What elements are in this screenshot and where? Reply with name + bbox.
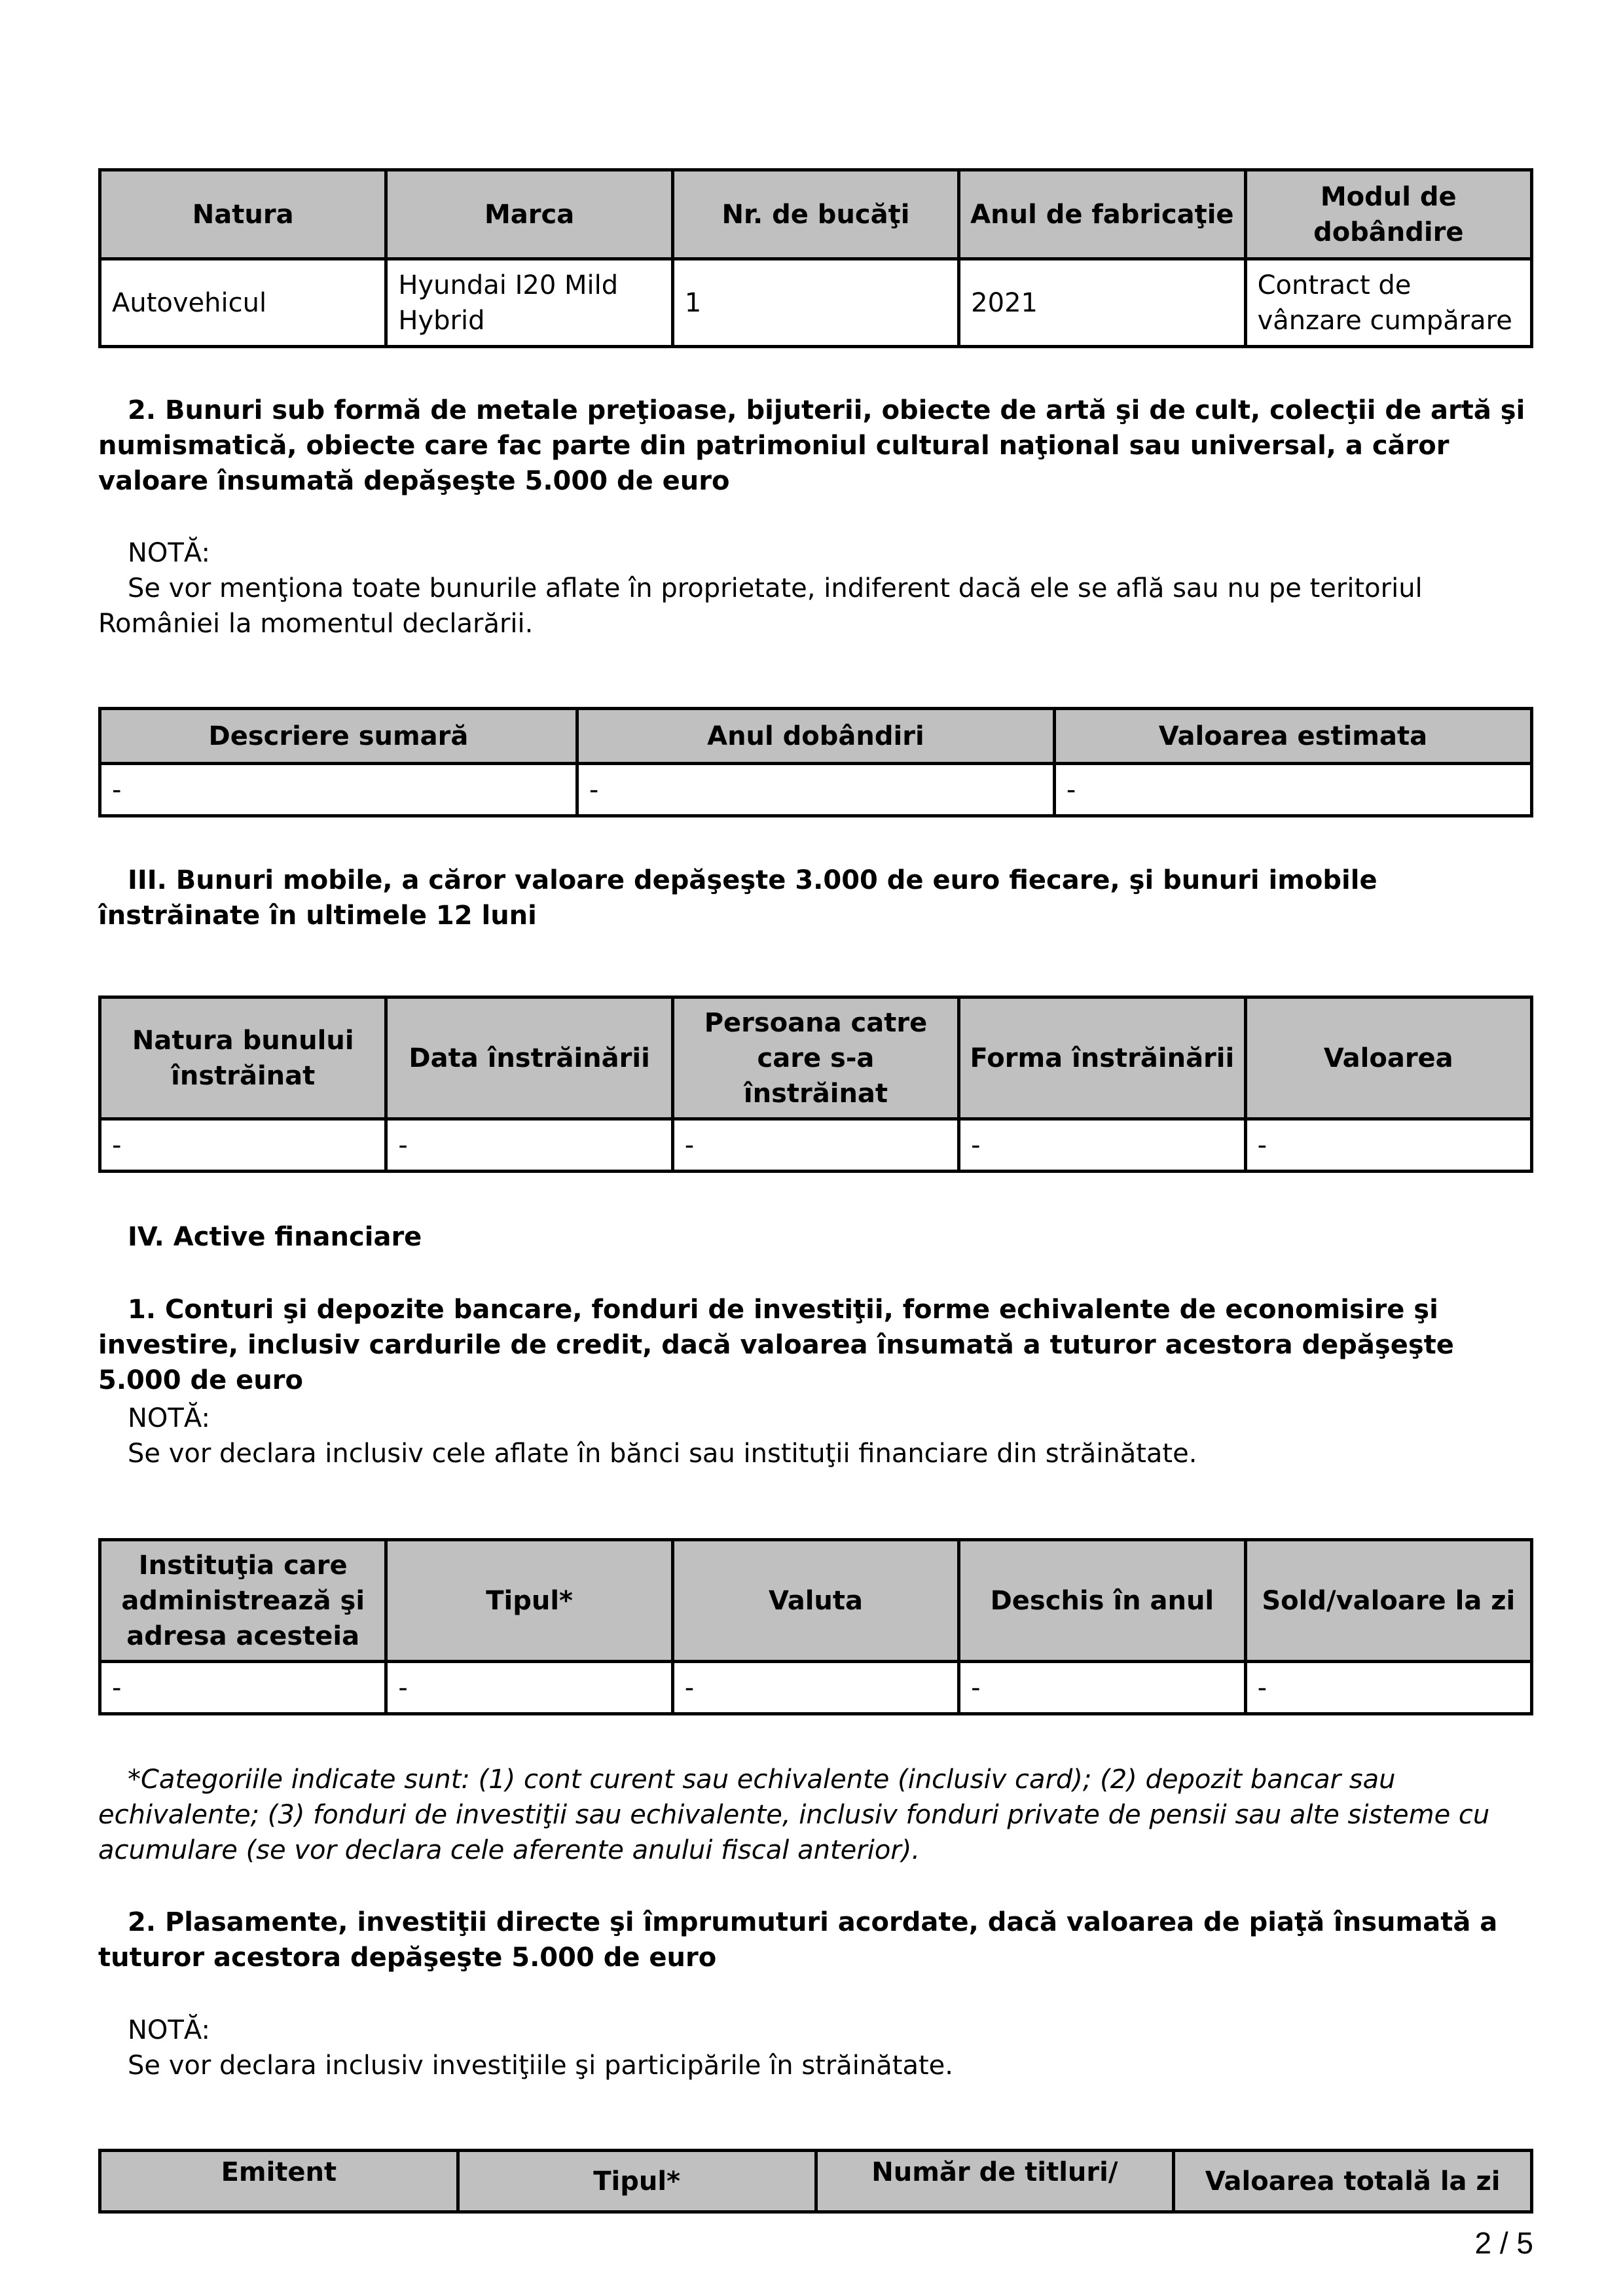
table-header-row bbox=[100, 2151, 1532, 2212]
col-header: Tipul* bbox=[386, 1540, 672, 1662]
note-label: NOTĂ: bbox=[128, 2015, 210, 2045]
table-header-row bbox=[100, 997, 1532, 1119]
col-header: Emitent bbox=[100, 2151, 458, 2212]
note-label: NOTĂ: bbox=[128, 1403, 210, 1433]
table-cell: - bbox=[1245, 1119, 1531, 1172]
col-header: Natura bbox=[100, 170, 386, 259]
col-header: Valoarea bbox=[1245, 997, 1531, 1119]
section-2-note bbox=[98, 535, 1533, 641]
col-header: Sold/valoare la zi bbox=[1245, 1540, 1531, 1662]
col-header: Număr de titluri/ bbox=[816, 2151, 1174, 2212]
section-4-title: IV. Active financiare bbox=[128, 1222, 422, 1252]
col-header: Valoarea totală la zi bbox=[1174, 2151, 1532, 2212]
section-2-title: 2. Bunuri sub formă de metale preţioase, bijuterii, obiecte de artă şi de cult, colecţii de artă şi numismatică, obiecte care fac parte din patrimoniul cultural naţional sau universal, a căror valoare însumată depăşeşte 5.000 de euro bbox=[98, 395, 1525, 496]
col-header: Tipul* bbox=[458, 2151, 816, 2212]
table-cell: - bbox=[386, 1119, 672, 1172]
table-cell: - bbox=[1054, 764, 1531, 816]
section-4-1-title: 1. Conturi şi depozite bancare, fonduri de investiţii, forme echivalente de economisire şi investire, inclusiv cardurile de credit, dacă valoarea însumată a tuturor acestora depăşeşte 5.000 de euro bbox=[98, 1295, 1454, 1395]
table-cell: - bbox=[959, 1119, 1245, 1172]
col-header: Data înstrăinării bbox=[386, 997, 672, 1119]
section-4-1-note bbox=[98, 1401, 1533, 1471]
valuables-table bbox=[98, 707, 1533, 817]
vehicles-table bbox=[98, 168, 1533, 348]
note-label: NOTĂ: bbox=[128, 538, 210, 568]
col-header: Instituţia care administrează şi adresa acesteia bbox=[100, 1540, 386, 1662]
col-header: Anul dobândiri bbox=[577, 709, 1054, 764]
alienated-goods-table bbox=[98, 996, 1533, 1173]
table-cell: Hyundai I20 Mild Hybrid bbox=[386, 259, 672, 347]
section-4-2-note bbox=[98, 2013, 1533, 2083]
table-cell: 2021 bbox=[959, 259, 1245, 347]
table-cell: - bbox=[672, 1119, 958, 1172]
section-4-2-title: 2. Plasamente, investiţii directe şi împrumuturi acordate, dacă valoarea de piaţă însumată a tuturor acestora depăşeşte 5.000 de euro bbox=[98, 1907, 1498, 1973]
col-header: Marca bbox=[386, 170, 672, 259]
bank-accounts-table bbox=[98, 1538, 1533, 1715]
col-header: Modul de dobândire bbox=[1245, 170, 1531, 259]
table-cell: Autovehicul bbox=[100, 259, 386, 347]
col-header: Persoana catre care s-a înstrăinat bbox=[672, 997, 958, 1119]
table-cell: - bbox=[100, 1119, 386, 1172]
note-text: Se vor menţiona toate bunurile aflate în proprietate, indiferent dacă ele se află sau nu pe teritoriul României la momentul declarării. bbox=[98, 573, 1423, 639]
table-row bbox=[100, 259, 1532, 347]
table-cell: - bbox=[386, 1662, 672, 1714]
table-cell: - bbox=[1245, 1662, 1531, 1714]
table-header-row bbox=[100, 1540, 1532, 1662]
col-header: Valoarea estimata bbox=[1054, 709, 1531, 764]
table-cell: - bbox=[100, 1662, 386, 1714]
col-header: Anul de fabricaţie bbox=[959, 170, 1245, 259]
note-text: Se vor declara inclusiv investiţiile şi participările în străinătate. bbox=[128, 2051, 953, 2081]
col-header: Deschis în anul bbox=[959, 1540, 1245, 1662]
page-number: 2 / 5 bbox=[1474, 2226, 1533, 2260]
col-header: Natura bunului înstrăinat bbox=[100, 997, 386, 1119]
table-row bbox=[100, 1662, 1532, 1714]
table-cell: Contract de vânzare cumpărare bbox=[1245, 259, 1531, 347]
investments-table bbox=[98, 2149, 1533, 2214]
table-cell: - bbox=[577, 764, 1054, 816]
col-header: Nr. de bucăţi bbox=[672, 170, 958, 259]
col-header: Valuta bbox=[672, 1540, 958, 1662]
table-row bbox=[100, 1119, 1532, 1172]
note-text: Se vor declara inclusiv cele aflate în bănci sau instituţii financiare din străinătate. bbox=[128, 1439, 1197, 1469]
table-header-row bbox=[100, 170, 1532, 259]
table-cell: - bbox=[672, 1662, 958, 1714]
table-cell: - bbox=[100, 764, 577, 816]
table-header-row bbox=[100, 709, 1532, 764]
table-cell: 1 bbox=[672, 259, 958, 347]
col-header: Forma înstrăinării bbox=[959, 997, 1245, 1119]
col-header: Descriere sumară bbox=[100, 709, 577, 764]
table-cell: - bbox=[959, 1662, 1245, 1714]
categories-footnote: *Categoriile indicate sunt: (1) cont curent sau echivalente (inclusiv card); (2) depozit bancar sau echivalente; (3) fonduri de investiţii sau echivalente, inclusiv fonduri private de pensii sau alte sisteme cu acumulare (se vor declara cele aferente anului fiscal anterior). bbox=[98, 1765, 1490, 1865]
table-row bbox=[100, 764, 1532, 816]
section-3-title: III. Bunuri mobile, a căror valoare depăşeşte 3.000 de euro fiecare, şi bunuri imobile înstrăinate în ultimele 12 luni bbox=[98, 865, 1377, 931]
